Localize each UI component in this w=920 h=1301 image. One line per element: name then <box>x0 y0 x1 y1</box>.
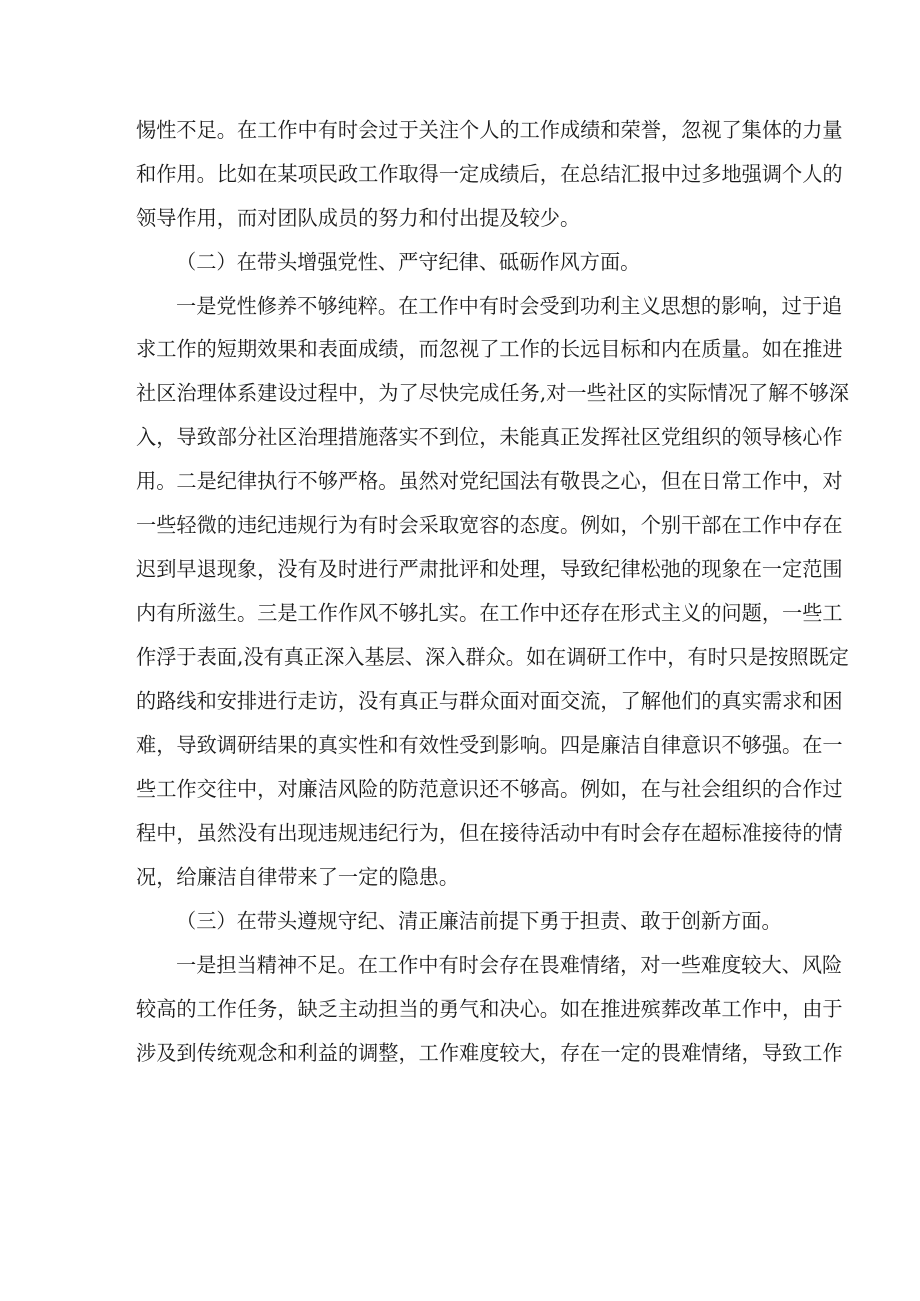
paragraph-line: 入，导致部分社区治理措施落实不到位，未能真正发挥社区党组织的领导核心作 <box>136 425 843 449</box>
paragraph-line: 求工作的短期效果和表面成绩，而忽视了工作的长远目标和内在质量。如在推进 <box>136 337 843 361</box>
paragraph-line: 程中，虽然没有出现违规违纪行为，但在接待活动中有时会存在超标准接待的情 <box>136 821 843 845</box>
paragraph-line: 难，导致调研结果的真实性和有效性受到影响。四是廉洁自律意识不够强。在一 <box>136 733 843 757</box>
paragraph-line: 惕性不足。在工作中有时会过于关注个人的工作成绩和荣誉，忽视了集体的力量 <box>136 118 843 142</box>
paragraph-line: 涉及到传统观念和利益的调整，工作难度较大，存在一定的畏难情绪，导致工作 <box>136 1041 843 1065</box>
paragraph-line: 作浮于表面,没有真正深入基层、深入群众。如在调研工作中，有时只是按照既定 <box>136 645 849 669</box>
paragraph-line: 一是担当精神不足。在工作中有时会存在畏难情绪，对一些难度较大、风险 <box>176 953 843 977</box>
paragraph-line: 社区治理体系建设过程中，为了尽快完成任务,对一些社区的实际情况了解不够深 <box>136 381 849 405</box>
paragraph-line: 一些轻微的违纪违规行为有时会采取宽容的态度。例如，个别干部在工作中存在 <box>136 513 843 537</box>
paragraph-line: 一是党性修养不够纯粹。在工作中有时会受到功利主义思想的影响，过于追 <box>176 294 843 318</box>
paragraph-line: 领导作用，而对团队成员的努力和付出提及较少。 <box>136 206 581 230</box>
paragraph-line: 况，给廉洁自律带来了一定的隐患。 <box>136 865 460 889</box>
paragraph-line: 的路线和安排进行走访，没有真正与群众面对面交流，了解他们的真实需求和困 <box>136 689 843 713</box>
paragraph-line: 用。二是纪律执行不够严格。虽然对党纪国法有敬畏之心，但在日常工作中，对 <box>136 469 843 493</box>
paragraph-line: 内有所滋生。三是工作作风不够扎实。在工作中还存在形式主义的问题，一些工 <box>136 601 843 625</box>
paragraph-line: 迟到早退现象，没有及时进行严肃批评和处理，导致纪律松弛的现象在一定范围 <box>136 557 843 581</box>
section-heading: （三）在带头遵规守纪、清正廉洁前提下勇于担责、敢于创新方面。 <box>176 909 782 933</box>
section-heading: （二）在带头增强党性、严守纪律、砥砺作风方面。 <box>176 250 641 274</box>
paragraph-line: 些工作交往中，对廉洁风险的防范意识还不够高。例如，在与社会组织的合作过 <box>136 777 843 801</box>
paragraph-line: 较高的工作任务，缺乏主动担当的勇气和决心。如在推进殡葬改革工作中，由于 <box>136 997 843 1021</box>
paragraph-line: 和作用。比如在某项民政工作取得一定成绩后，在总结汇报中过多地强调个人的 <box>136 162 843 186</box>
